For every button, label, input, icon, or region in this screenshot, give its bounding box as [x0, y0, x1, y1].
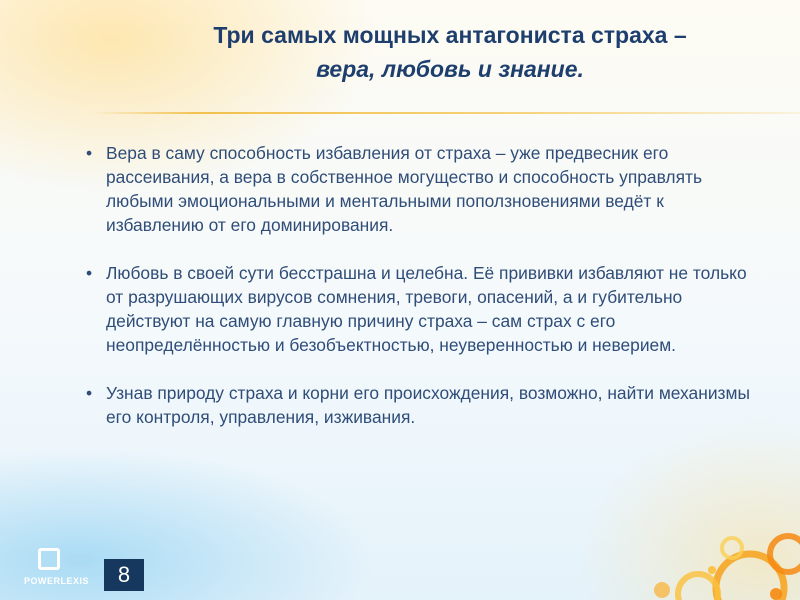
title-line-2: вера, любовь и знание.: [316, 56, 584, 82]
logo-square-icon: [38, 548, 60, 570]
decorative-rings-icon: [600, 470, 800, 600]
bullet-item: [86, 381, 766, 429]
title-divider: [92, 112, 800, 114]
bullet-list: [86, 141, 766, 453]
bullet-item: [86, 261, 766, 357]
bullet-icon: •: [86, 383, 93, 403]
powerlexis-logo-icon: [24, 548, 90, 594]
bullet-item: [86, 141, 766, 237]
page-number-badge: 8: [104, 559, 144, 591]
bullet-text: Любовь в своей сути бесстрашна и целебна. Её прививки избавляют не только от разрушающих вирусов сомнения, тревоги, опасений, а и губительно действуют на самую главную причину страха – сам страх с его неопределённостью и безобъектностью, неуверенностью и неверием.: [106, 263, 747, 355]
bullet-icon: •: [86, 143, 93, 163]
logo-text: POWERLEXIS: [24, 576, 90, 586]
bullet-text: Узнав природу страха и корни его происхождения, возможно, найти механизмы его контроля, управления, изживания.: [106, 383, 750, 427]
title-line-1: Три самых мощных антагониста страха –: [213, 22, 687, 48]
slide-title: [150, 18, 750, 86]
bullet-text: Вера в саму способность избавления от страха – уже предвесник его рассеивания, а вера в собственное могущество и способность управлять любыми эмоциональными и ментальными поползновениями ведёт к избавлению от его доминирования.: [106, 143, 703, 235]
bullet-icon: •: [86, 263, 93, 283]
